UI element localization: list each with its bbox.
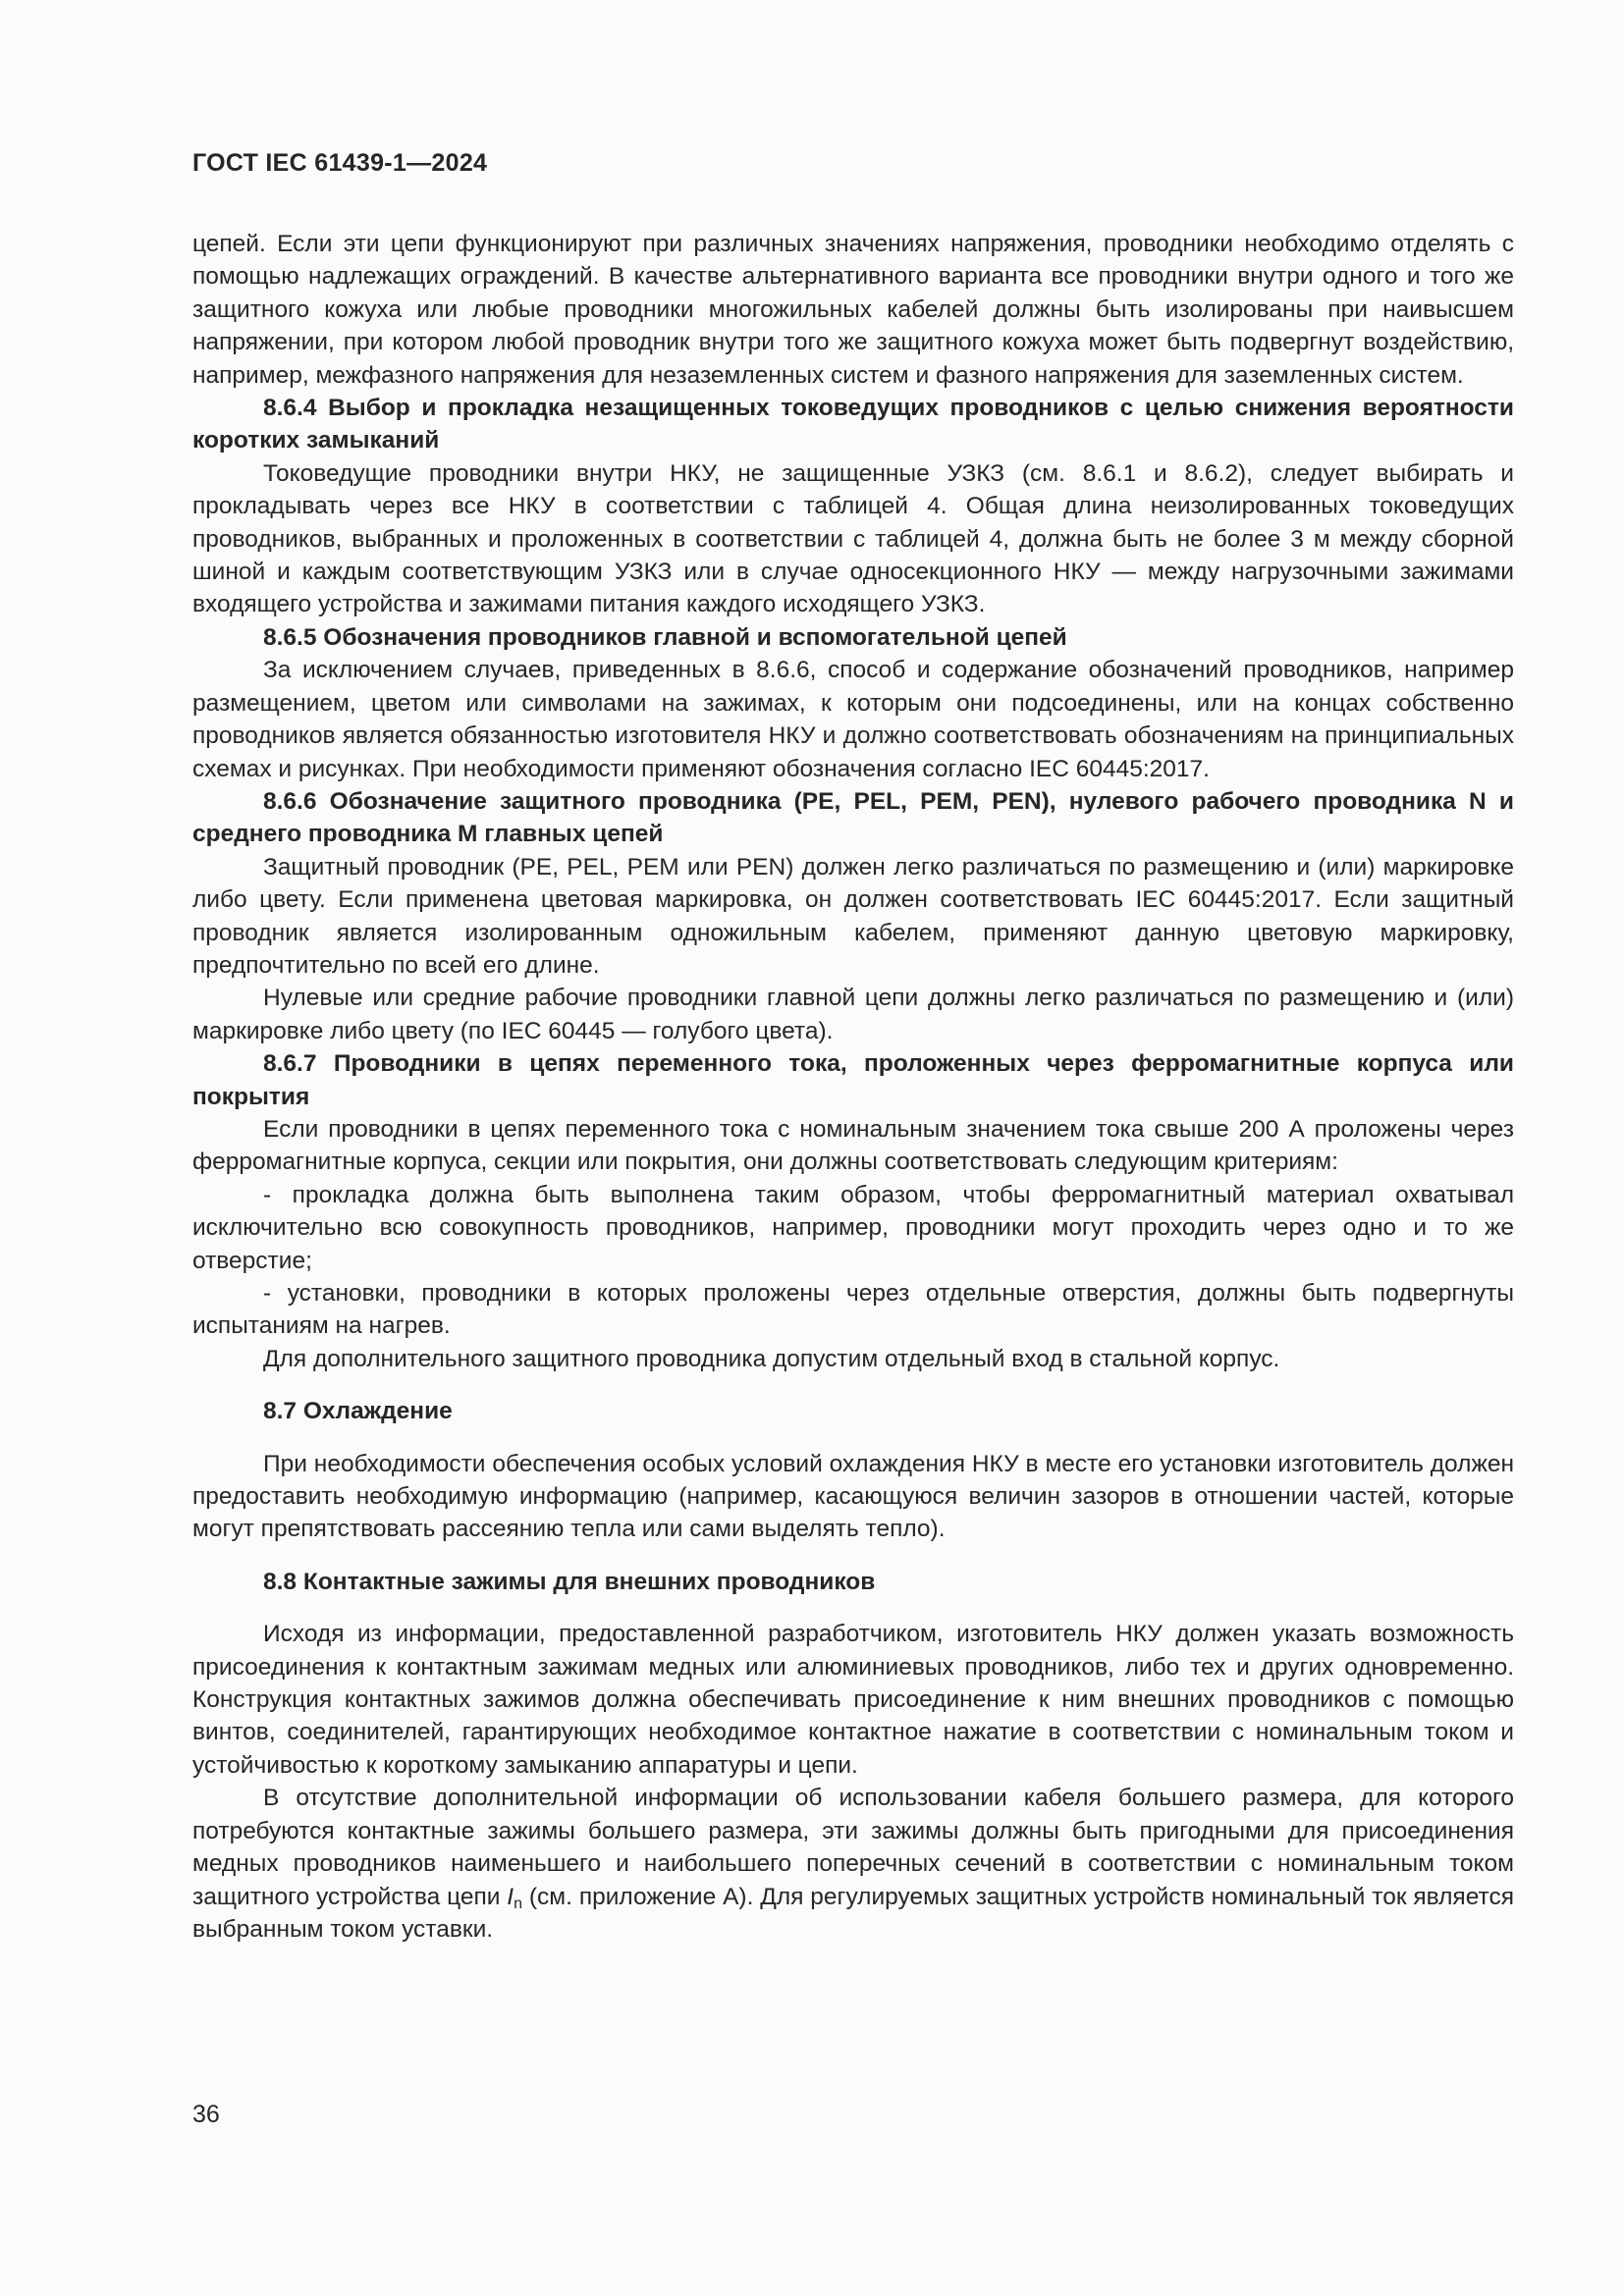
paragraph-8-8-b [192, 1782, 1514, 1946]
paragraph-8-7: При необходимости обеспечения особых условий охлаждения НКУ в месте его установки изготовитель должен предоставить необходимую информацию (например, касающуюся величин зазоров в отношении частей, которые могут препятствовать рассеянию тепла или сами выделять тепло). [192, 1450, 1514, 1543]
paragraph-8-8-b-end: (см. приложение А). Для регулируемых защитных устройств номинальный ток является выбранным током уставки. [192, 1883, 1514, 1943]
page-number: 36 [192, 2101, 220, 2128]
heading-8-8: 8.8 Контактные зажимы для внешних проводников [263, 1568, 876, 1595]
current-symbol-subscript: n [514, 1895, 523, 1912]
list-item: - прокладка должна быть выполнена таким образом, чтобы ферромагнитный материал охватывал исключительно всю совокупность проводников, например, проводники могут проходить через одно и то же отверстие; [192, 1181, 1514, 1274]
paragraph-continuation: цепей. Если эти цепи функционируют при различных значениях напряжения, проводники необходимо отделять с помощью надлежащих ограждений. В качестве альтернативного варианта все проводники внутри одного и того же защитного кожуха или любые проводники многожильных кабелей должны быть изолированы при наивысшем напряжении, при котором любой проводник внутри того же защитного кожуха может быть подвергнут воздействию, например, межфазного напряжения для незаземленных систем и фазного напряжения для заземленных систем. [192, 231, 1514, 389]
heading-8-6-7: 8.6.7 Проводники в цепях переменного тока, проложенных через ферромагнитные корпуса или покрытия [192, 1050, 1514, 1110]
heading-8-6-4: 8.6.4 Выбор и прокладка незащищенных токоведущих проводников с целью снижения вероятности коротких замыканий [192, 395, 1514, 454]
list-item: - установки, проводники в которых проложены через отдельные отверстия, должны быть подвергнуты испытаниям на нагрев. [192, 1280, 1514, 1340]
paragraph-8-8-a: Исходя из информации, предоставленной разработчиком, изготовитель НКУ должен указать возможность присоединения к контактным зажимам медных или алюминиевых проводников, либо тех и других одновременно. Конструкция контактных зажимов должна обеспечивать присоединение к ним внешних проводников с помощью винтов, соединителей, гарантирующих необходимое контактное нажатие в соответствии с номинальным током и устойчивостью к короткому замыканию аппаратуры и цепи. [192, 1621, 1514, 1779]
page-body [192, 228, 1514, 1946]
current-symbol: I [507, 1883, 514, 1910]
standard-designation: ГОСТ IEC 61439-1—2024 [192, 149, 488, 177]
paragraph-8-6-5: За исключением случаев, приведенных в 8.6.6, способ и содержание обозначений проводников, например размещением, цветом или символами на зажимах, к которым они подсоединены, или на концах собственно проводников является обязанностью изготовителя НКУ и должно соответствовать обозначениям на принципиальных схемах и рисунках. При необходимости применяют обозначения согласно IEC 60445:2017. [192, 657, 1514, 782]
paragraph-8-6-4: Токоведущие проводники внутри НКУ, не защищенные УЗКЗ (см. 8.6.1 и 8.6.2), следует выбирать и прокладывать через все НКУ в соответствии с таблицей 4. Общая длина неизолированных токоведущих проводников, выбранных и проложенных в соответствии с таблицей 4, должна быть не более 3 м между сборной шиной и каждым соответствующим УЗКЗ или в случае односекционного НКУ — между нагрузочными зажимами входящего устройства и зажимами питания каждого исходящего УЗКЗ. [192, 459, 1514, 618]
paragraph-8-6-7-b: Для дополнительного защитного проводника допустим отдельный вход в стальной корпус. [263, 1345, 1280, 1372]
heading-8-6-6: 8.6.6 Обозначение защитного проводника (PE, PEL, PEM, PEN), нулевого рабочего проводника N и среднего проводника M главных цепей [192, 787, 1514, 848]
paragraph-8-6-6-a: Защитный проводник (PE, PEL, PEM или PEN) должен легко различаться по размещению и (или) маркировке либо цвету. Если применена цветовая маркировка, он должен соответствовать IEC 60445:2017. Если защитный проводник является изолированным одножильным кабелем, применяют данную цветовую маркировку, предпочтительно по всей его длине. [192, 853, 1514, 979]
heading-8-6-5: 8.6.5 Обозначения проводников главной и вспомогательной цепей [263, 623, 1067, 651]
paragraph-8-8-b-start: В отсутствие дополнительной информации об использовании кабеля большего размера, для которого потребуются контактные зажимы большего размера, эти зажимы должны быть пригодными для присоединения медных проводников наименьшего и наибольшего поперечных сечений в соответствии с номинальным током защитного устройства цепи [192, 1785, 1514, 1910]
paragraph-8-6-6-b: Нулевые или средние рабочие проводники главной цепи должны легко различаться по размещению и (или) маркировке либо цвету (по IEC 60445 — голубого цвета). [192, 985, 1514, 1044]
heading-8-7: 8.7 Охлаждение [263, 1398, 453, 1425]
paragraph-8-6-7: Если проводники в цепях переменного тока с номинальным значением тока свыше 200 А проложены через ферромагнитные корпуса, секции или покрытия, они должны соответствовать следующим критериям: [192, 1115, 1514, 1176]
